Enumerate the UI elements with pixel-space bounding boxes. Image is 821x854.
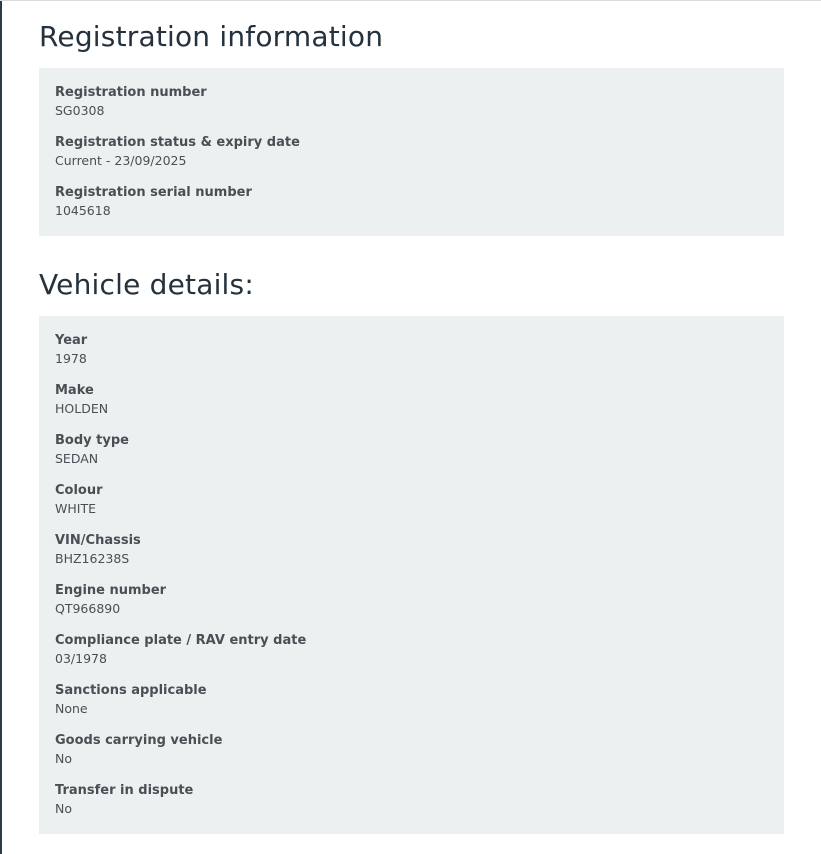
sanctions-field <box>55 682 784 732</box>
transfer-dispute-value: No <box>55 801 72 816</box>
top-divider <box>0 0 821 1</box>
engine-number-value: QT966890 <box>55 601 121 616</box>
body-type-value: SEDAN <box>55 451 99 466</box>
transfer-dispute-label: Transfer in dispute <box>55 783 194 798</box>
compliance-plate-value: 03/1978 <box>55 651 107 666</box>
make-label: Make <box>55 383 94 398</box>
year-field <box>55 332 784 382</box>
sanctions-value: None <box>55 701 88 716</box>
year-value: 1978 <box>55 351 87 366</box>
vin-chassis-field <box>55 532 784 582</box>
vehicle-details-panel <box>39 316 784 834</box>
registration-serial-label: Registration serial number <box>55 185 252 200</box>
compliance-plate-field <box>55 632 784 682</box>
colour-field <box>55 482 784 532</box>
registration-status-field <box>55 134 784 184</box>
goods-carrying-value: No <box>55 751 72 766</box>
registration-panel <box>39 68 784 236</box>
registration-serial-value: 1045618 <box>55 203 111 218</box>
vin-chassis-value: BHZ16238S <box>55 551 130 566</box>
registration-serial-field <box>55 184 784 234</box>
engine-number-field <box>55 582 784 632</box>
vin-chassis-label: VIN/Chassis <box>55 533 141 548</box>
registration-number-label: Registration number <box>55 85 207 100</box>
page-left-border <box>0 0 2 854</box>
registration-number-field <box>55 84 784 134</box>
make-value: HOLDEN <box>55 401 109 416</box>
body-type-label: Body type <box>55 433 129 448</box>
transfer-dispute-field <box>55 782 784 832</box>
colour-value: WHITE <box>55 501 96 516</box>
compliance-plate-label: Compliance plate / RAV entry date <box>55 633 307 648</box>
registration-status-value: Current - 23/09/2025 <box>55 153 187 168</box>
goods-carrying-label: Goods carrying vehicle <box>55 733 223 748</box>
registration-status-label: Registration status & expiry date <box>55 135 300 150</box>
colour-label: Colour <box>55 483 103 498</box>
registration-heading: Registration information <box>39 20 384 53</box>
make-field <box>55 382 784 432</box>
year-label: Year <box>55 333 88 348</box>
sanctions-label: Sanctions applicable <box>55 683 207 698</box>
vehicle-details-heading: Vehicle details: <box>39 268 254 301</box>
body-type-field <box>55 432 784 482</box>
goods-carrying-field <box>55 732 784 782</box>
registration-number-value: SG0308 <box>55 103 105 118</box>
engine-number-label: Engine number <box>55 583 167 598</box>
